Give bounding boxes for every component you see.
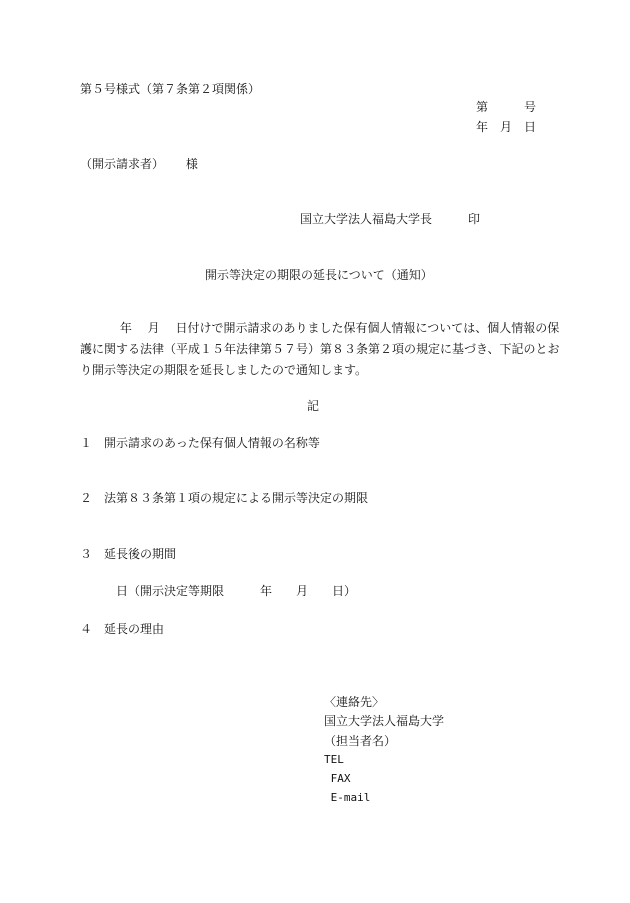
ki-heading: 記 (307, 399, 320, 413)
addressee: （開示請求者） 様 (80, 157, 198, 171)
body-line-3: り開示等決定の期限を延長しましたので通知します。 (80, 363, 368, 377)
contact-person: （担当者名） (324, 734, 397, 748)
item-2: ２ 法第８３条第１項の規定による開示等決定の期限 (80, 491, 369, 505)
document-date: 年 月 日 (476, 120, 537, 134)
contact-tel: TEL (324, 753, 344, 766)
item-4: ４ 延長の理由 (80, 622, 165, 636)
body-line-2: 護に関する法律（平成１５年法律第５７号）第８３条第２項の規定に基づき、下記のとお (80, 342, 560, 356)
body-line-1: 年 月 日付けで開示請求のありました保有個人情報については、個人情報の保 (80, 321, 560, 335)
contact-fax: FAX (324, 772, 351, 785)
sender: 国立大学法人福島大学長 印 (300, 212, 481, 226)
contact-org: 国立大学法人福島大学 (324, 714, 445, 728)
notice-title: 開示等決定の期限の延長について（通知） (205, 268, 433, 282)
item-3: ３ 延長後の期間 (80, 547, 177, 561)
contact-email: E-mail (324, 791, 371, 804)
form-label: 第５号様式（第７条第２項関係） (80, 82, 261, 96)
item-1: １ 開示請求のあった保有個人情報の名称等 (80, 436, 320, 450)
contact-heading: 〈連絡先〉 (324, 695, 385, 709)
document-number: 第 号 (476, 100, 537, 114)
period-detail: 日（開示決定等期限 年 月 日） (116, 584, 357, 598)
